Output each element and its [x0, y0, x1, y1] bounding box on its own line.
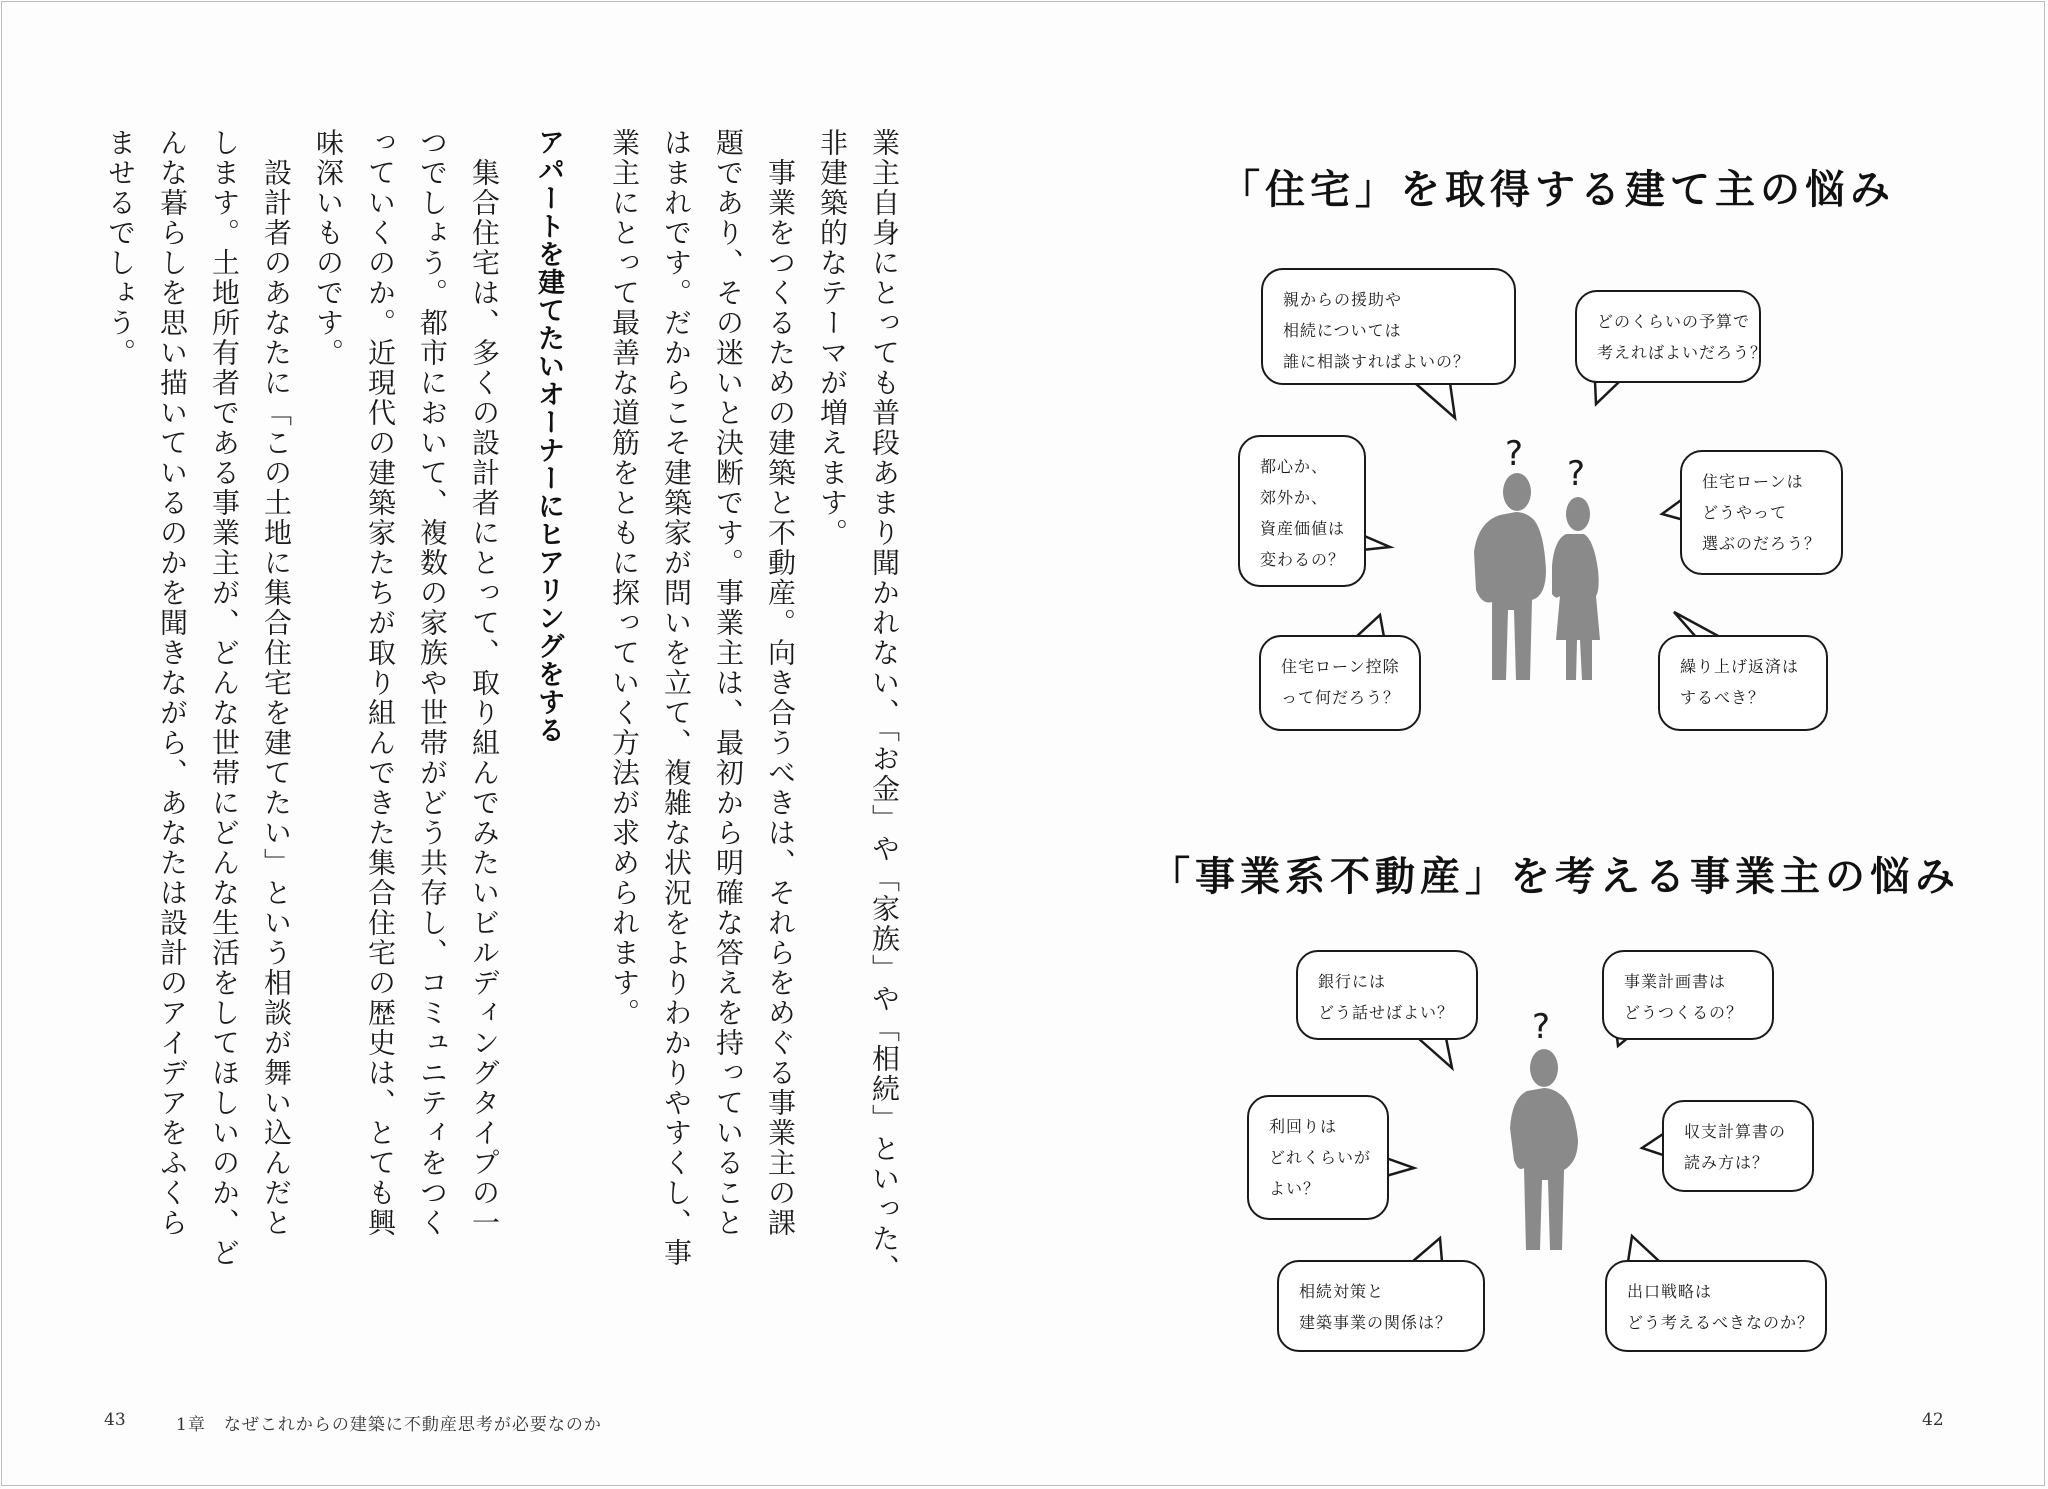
question-mark-3: ?	[1532, 1007, 1551, 1047]
question-mark-1: ?	[1505, 434, 1524, 474]
business-owner-figure-icon	[1510, 1049, 1578, 1250]
bubble-budget: どのくらいの予算で 考えればよいだろう？	[1575, 290, 1761, 383]
bubble-parental-support: 親からの援助や 相続については 誰に相談すればよいの？	[1261, 268, 1516, 385]
bubble-mortgage-choice: 住宅ローンは どうやって 選ぶのだろう？	[1680, 450, 1843, 575]
section-title-business: 「事業系不動産」を考える事業主の悩み	[1150, 854, 1960, 900]
man-figure-icon	[1474, 473, 1546, 680]
bubble-mortgage-deduction: 住宅ローン控除 って何だろう？	[1259, 635, 1421, 731]
page-number-right: 42	[1922, 1410, 1944, 1430]
bubble-income-statement: 収支計算書の 読み方は？	[1662, 1100, 1814, 1192]
bubble-exit-strategy: 出口戦略は どう考えるべきなのか？	[1605, 1260, 1827, 1352]
bubble-location: 都心か、 郊外か、 資産価値は 変わるの？	[1238, 435, 1366, 587]
bubble-yield: 利回りは どれくらいが よい？	[1247, 1095, 1389, 1220]
page-number-left: 43	[104, 1410, 126, 1430]
woman-figure-icon	[1552, 497, 1600, 680]
section-title-housing: 「住宅」を取得する建て主の悩み	[1220, 167, 1895, 213]
bubble-early-repayment: 繰り上げ返済は するべき？	[1658, 635, 1828, 731]
bubble-tails-1	[1356, 381, 1720, 637]
running-header-chapter: 1章 なぜこれからの建築に不動産思考が必要なのか	[176, 1415, 602, 1435]
section-heading-apartment: アパートを建てたいオーナーにヒアリングをする	[533, 128, 564, 744]
question-mark-2: ?	[1567, 454, 1586, 494]
bubble-bank-talk: 銀行には どう話せばよい？	[1296, 950, 1478, 1040]
bubble-business-plan: 事業計画書は どうつくるの？	[1602, 950, 1774, 1040]
bubble-inheritance-measures: 相続対策と 建築事業の関係は？	[1277, 1260, 1485, 1352]
body-paragraph-1-column: 業主自身にとっても普段あまり聞かれない、「お金」や「家族」や「相続」といった、 非建築的なテーマが増えます。 事業をつくるための建築と不動産。向き合うべきは、それらをめぐる事業主の課 題であり、その迷いと決断です。事業主は、最初から明確な答えを持っていること はまれです。だからこそ建築家が問いを立て、複雑な状況をよりわかりやすくし、事 業主にとって最善な道筋をともに探っていく方法が求められます。	[608, 128, 901, 1284]
body-paragraph-2-column: 集合住宅は、多くの設計者にとって、取り組んでみたいビルディングタイプの一 つでしょう。都市において、複数の家族や世帯がどう共存し、コミュニティをつく っていくのか。近現代の建築家たちが取り組んできた集合住宅の歴史は、とても興 味深いものです。 設計者のあなたに「この土地に集合住宅を建てたい」という相談が舞い込んだと します。土地所有者である事業主が、どんな世帯にどんな生活をしてほしいのか、ど んな暮らしを思い描いているのかを聞きながら、あなたは設計のアイデアをふくら ませるでしょう。	[104, 128, 501, 1268]
